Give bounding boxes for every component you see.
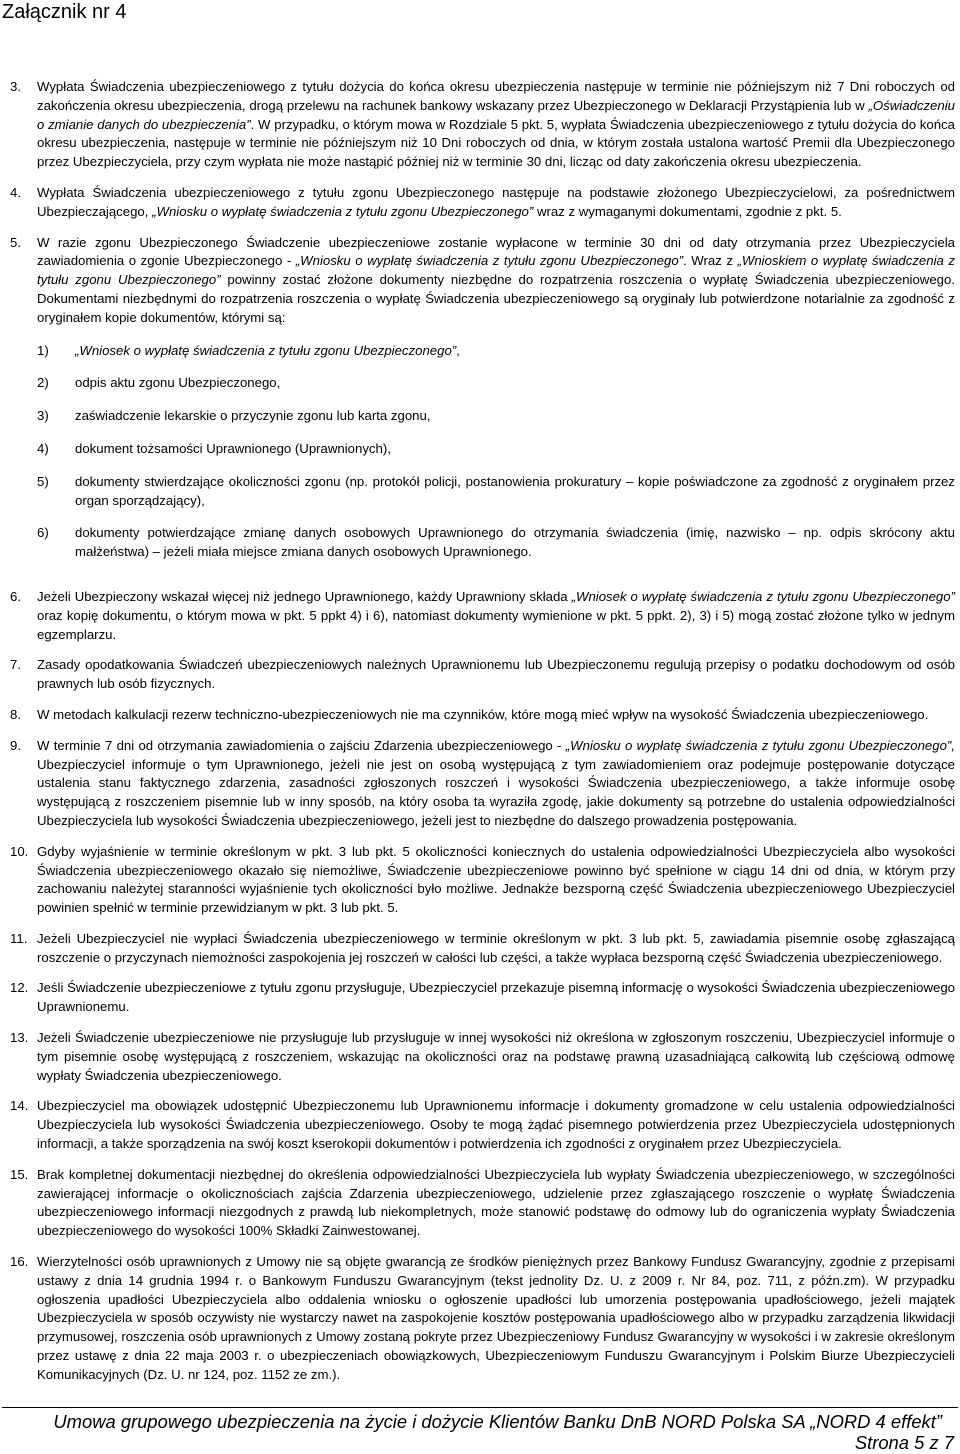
list-item-text [37,656,955,694]
text-segment: dokumenty potwierdzające zmianę danych osobowych Uprawnionego do otrzymania świadczenia (imię, nazwisko – np. odpis skrócony aktu małżeństwa) – jeżeli miała miejsce zmiana danych osobowych Uprawnionego. [75,525,955,560]
sublist-item-text [75,524,955,562]
sublist-item-number: 6) [37,525,49,541]
list-item-text [37,737,955,831]
sublist-item-text [75,374,955,393]
text-segment: Jeśli Świadczenie ubezpieczeniowe z tytułu zgonu przysługuje, Ubezpieczyciel przekazuje pisemną informację o wysokości Świadczenia ubezpieczeniowego Uprawnionemu. [37,980,955,1015]
list-item-number: 3. [10,79,21,94]
list-item-number: 16. [10,1254,29,1270]
italic-text-segment: „Wniosek o wypłatę świadczenia z tytułu zgonu Ubezpieczonego” [75,342,457,358]
list-item-number: 13. [10,1030,29,1046]
list-item [10,234,955,576]
footer-divider [2,1407,958,1408]
list-item-number: 4. [10,184,21,200]
text-segment: dokument tożsamości Uprawnionego (Uprawnionych), [75,440,391,456]
list-item-number: 11. [10,930,28,946]
list-item-number: 10. [10,843,29,859]
list-item-number: 7. [10,657,21,673]
text-segment: powinny zostać złożone dokumenty niezbędne do rozpatrzenia roszczenia o wypłatę Świadczenia ubezpieczeniowego. Dokumentami niezbędnymi do rozpatrzenia roszczenia o wypłatę Świadczenia ubezpieczeniowego są oryginały lub potwierdzone notarialnie za zgodność z oryginałem kopie dokumentów, którymi są: [37,272,955,325]
sublist-item-number: 5) [37,473,49,489]
list-item-text [37,843,955,918]
list-item-number: 15. [10,1166,29,1182]
sublist-item-text [75,407,955,426]
text-segment: . Wraz z [683,253,738,269]
list-item-number: 6. [10,588,21,604]
text-segment: Jeżeli Świadczenie ubezpieczeniowe nie przysługuje lub przysługuje w innej wysokości niż określona w zgłoszonym roszczeniu, Ubezpieczyciel informuje o tym pisemnie osobę występującą z roszczeniem, wskazując na okoliczności oraz na podstawę prawną uzasadniającą całkowitą lub częściową odmowę wypłaty Świadczenia ubezpieczeniowego. [37,1030,955,1083]
sublist-item-text [75,473,955,511]
italic-text-segment: „Wnioskiem o wypłatę świadczenia z tytułu zgonu Ubezpieczonego” [37,253,955,288]
attachment-title: Załącznik nr 4 [2,1,127,23]
list-item [10,930,955,968]
sublist-item [37,374,955,393]
text-segment: Zasady opodatkowania Świadczeń ubezpieczeniowych należnych Uprawnionemu lub Ubezpieczonemu regulują przepisy o podatku dochodowym od osób prawnych lub osób fizycznych. [37,657,955,692]
text-segment: oraz kopię dokumentu, o którym mowa w pkt. 5 ppkt 4) i 6), natomiast dokumenty wymienione w pkt. 5 ppkt. 2), 3) i 5) mogą zostać złożone tylko w jednym egzemplarzu. [37,607,955,642]
sublist-item-number: 1) [37,342,49,358]
list-item-number: 8. [10,706,21,722]
list-item [10,1029,955,1085]
sublist-item-number: 3) [37,408,49,424]
list-item [10,737,955,831]
list-item [10,979,955,1017]
italic-text-segment: „Wniosek o wypłatę świadczenia z tytułu zgonu Ubezpieczonego” [571,588,955,604]
list-item [10,843,955,918]
text-segment: wraz z wymaganymi dokumentami, zgodnie z pkt. 5. [533,203,842,219]
list-item-text [37,78,955,172]
text-segment: Jeżeli Ubezpieczyciel nie wypłaci Świadczenia ubezpieczeniowego w terminie określonym w pkt. 3 lub pkt. 5, zawiadamia pisemnie osobę zgłaszającą roszczenie o przyczynach niemożności zaspokojenia jej roszczeń w całości lub części, a także wypłaca bezsporną część Świadczenia ubezpieczeniowego. [37,930,955,965]
sublist-item [37,524,955,562]
sublist-item-text [75,440,955,459]
sublist-item-text [75,342,955,361]
text-segment: Wypłata Świadczenia ubezpieczeniowego z tytułu zgonu Ubezpieczonego następuje na podstawie złożonego Ubezpieczycielowi, za pośrednictwem Ubezpieczającego, [37,184,955,219]
list-item-text [37,1166,955,1241]
text-segment: odpis aktu zgonu Ubezpieczonego, [75,375,281,391]
text-segment: W terminie 7 dni od otrzymania zawiadomienia o zajściu Zdarzenia ubezpieczeniowego - [37,737,566,753]
text-segment: W metodach kalkulacji rezerw techniczno-ubezpieczeniowych nie ma czynników, które mogą mieć wpływ na wysokość Świadczenia ubezpieczeniowego. [37,706,929,722]
sublist-item [37,407,955,426]
text-segment: dokumenty stwierdzające okoliczności zgonu (np. protokół policji, postanowienia prokuratury – kopie poświadczone za zgodność z oryginałem przez organ sporządzający), [75,473,955,508]
list-item-text [37,1253,955,1385]
sublist-item [37,342,955,361]
list-item [10,656,955,694]
text-segment: Jeżeli Ubezpieczony wskazał więcej niż jednego Uprawnionego, każdy Uprawniony składa [37,588,572,604]
list-item-number: 12. [10,980,29,996]
sublist-item-number: 4) [37,440,49,456]
text-segment: , [456,342,460,358]
text-segment: . W przypadku, o którym mowa w Rozdziale 5 pkt. 5, wypłata Świadczenia ubezpieczeniowego z tytułu dożycia do końca okresu ubezpieczenia, następuje w terminie nie późniejszym niż 10 Dni roboczych od dnia, w którym została ustalona wartość Premii dla Ubezpieczonego przez Ubezpieczyciela, przy czym wypłata nie może nastąpić później niż w terminie 30 dni, licząc od daty zakończenia okresu ubezpieczenia. [37,116,955,170]
page-number: Strona 5 z 7 [854,1432,954,1453]
sublist-item [37,473,955,511]
sublist-item-number: 2) [37,375,49,391]
list-item-number: 14. [10,1098,29,1114]
list-item-text [37,979,955,1017]
list-item [10,1166,955,1241]
list-item-text [37,1097,955,1153]
list-item-number: 5. [10,234,21,250]
list-item-text [37,930,955,968]
list-item [10,1097,955,1153]
footer-agreement-title: Umowa grupowego ubezpieczenia na życie i dożycie Klientów Banku DnB NORD Polska SA „NORD 4 effekt” [53,1411,942,1432]
text-segment: Wypłata Świadczenia ubezpieczeniowego z tytułu dożycia do końca okresu ubezpieczenia następuje w terminie nie późniejszym niż 7 Dni roboczych od zakończenia okresu ubezpieczenia, drogą przelewu na rachunek bankowy wskazany przez Ubezpieczonego w Deklaracji Przystąpienia lub w [37,79,955,113]
italic-text-segment: „Wniosku o wypłatę świadczenia z tytułu zgonu Ubezpieczonego” [295,253,684,269]
list-item [10,588,955,644]
sublist-item [37,440,955,459]
text-segment: Ubezpieczyciel ma obowiązek udostępnić Ubezpieczonemu lub Uprawnionemu informacje i dokumenty gromadzone w celu ustalenia odpowiedzialności Ubezpieczyciela lub wysokości Świadczenia ubezpieczeniowego. Osoby te mogą żądać pisemnego potwierdzenia przez Ubezpieczyciela udostępnionych informacji, a także sporządzenia na swój koszt kserokopii dokumentów i potwierdzenia ich zgodności z oryginałem przez Ubezpieczyciela. [37,1098,955,1152]
list-item-text [37,184,955,222]
text-segment: zaświadczenie lekarskie o przyczynie zgonu lub karta zgonu, [75,408,431,424]
list-item-text [37,588,955,644]
list-item [10,1253,955,1385]
list-item-text [37,706,955,725]
document-sublist [37,342,955,562]
list-item [10,78,955,172]
list-item-text [37,234,955,576]
text-segment: Gdyby wyjaśnienie w terminie określonym w pkt. 3 lub pkt. 5 okoliczności koniecznych do ustalenia odpowiedzialności Ubezpieczyciela albo wysokości Świadczenia ubezpieczeniowego okazało się niemożliwe, Świadczenie ubezpieczeniowe powinno być spełnione w ciągu 14 dni od dnia, w którym przy zachowaniu należytej staranności wyjaśnienie tych okoliczności było możliwe. Jednakże bezsporną część Świadczenia ubezpieczeniowego Ubezpieczyciel powinien spełnić w terminie przewidzianym w pkt. 3 lub pkt. 5. [37,843,955,916]
list-item [10,706,955,725]
text-segment: Brak kompletnej dokumentacji niezbędnej do określenia odpowiedzialności Ubezpieczyciela lub wypłaty Świadczenia ubezpieczeniowego, w szczególności zawierającej informacje o okolicznościach zajścia Zdarzenia ubezpieczeniowego, udzielenie przez zgłaszającego roszczenie o wypłatę Świadczenia ubezpieczeniowego informacji niezgodnych z prawdą lub niekompletnych, może stanowić podstawę do odmowy lub do ograniczenia wypłaty Świadczenia ubezpieczeniowego do wysokości 100% Składki Zainwestowanej. [37,1166,955,1239]
document-body [10,78,955,1397]
list-item-text [37,1029,955,1085]
text-segment: W razie zgonu Ubezpieczonego Świadczenie ubezpieczeniowe zostanie wypłacone w terminie 30 dni od daty otrzymania przez Ubezpieczyciela zawiadomienia o zgonie Ubezpieczonego - [37,234,955,269]
italic-text-segment: „Wniosku o wypłatę świadczenia z tytułu zgonu Ubezpieczonego” [152,203,534,219]
list-item [10,184,955,222]
text-segment: Ubezpieczyciel informuje o tym Uprawnionego, jeżeli nie jest on osobą występującą z tym zawiadomieniem oraz podejmuje postępowanie dotyczące ustalenia stanu faktycznego zdarzenia, zasadności zgłoszonych roszczeń i wysokości Świadczenia ubezpieczeniowego, a także informuje osobę występującą z roszczeniem pisemnie lub w inny sposób, na który osoba ta wyraziła zgodę, jakie dokumenty są potrzebne do ustalenia odpowiedzialności Ubezpieczyciela lub wysokości Świadczenia ubezpieczeniowego, jeżeli jest to niezbędne do dalszego prowadzenia postępowania. [37,756,955,828]
italic-text-segment: „Wniosku o wypłatę świadczenia z tytułu zgonu Ubezpieczonego”, [565,737,955,753]
text-segment: Wierzytelności osób uprawnionych z Umowy nie są objęte gwarancją ze środków pieniężnych przez Bankowy Fundusz Gwarancyjny, zgodnie z przepisami ustawy z dnia 14 grudnia 1994 r. o Bankowym Funduszu Gwarancyjnym (tekst jednolity Dz. U. z 2009 r. Nr 84, poz. 711, z późn.zm). W przypadku ogłoszenia upadłości Ubezpieczyciela albo oddalenia wniosku o ogłoszenie upadłości lub umorzenia postępowania upadłościowego, jeżeli majątek Ubezpieczyciela w sposób oczywisty nie wystarczy nawet na zaspokojenie kosztów postępowania upadłościowego albo w przypadku zarządzenia likwidacji przymusowej, roszczenia osób uprawnionych z Umowy zostaną pokryte przez Ubezpieczeniowy Fundusz Gwarancyjny w wysokości i w zakresie określonym przez ustawę z dnia 22 maja 2003 r. o ubezpieczeniach obowiązkowych, Ubezpieczeniowym Funduszu Gwarancyjnym i Polskim Biurze Ubezpieczycieli Komunikacyjnych (Dz. U. nr 124, poz. 1152 ze zm.). [37,1254,955,1382]
italic-text-segment: „Oświadczeniu o zmianie danych do ubezpieczenia” [37,97,955,132]
list-item-number: 9. [10,737,21,753]
